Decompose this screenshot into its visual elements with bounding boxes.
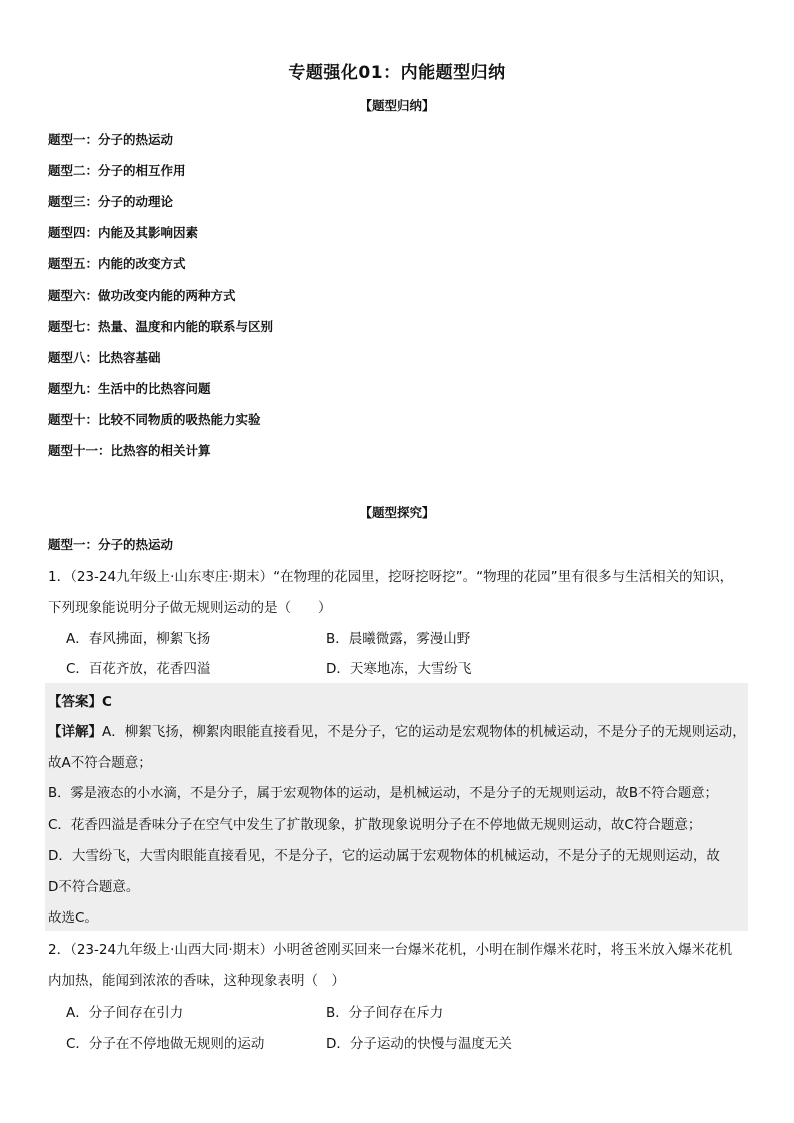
toc-item: 题型六：做功改变内能的两种方式 [48, 288, 236, 303]
toc-item: 题型一：分子的热运动 [48, 132, 174, 147]
section-title: 题型一：分子的热运动 [48, 537, 174, 552]
detail-label: 【详解】 [48, 724, 102, 740]
summary-heading: 【题型归纳】 [359, 98, 435, 113]
question-1-stem-line2: 下列现象能说明分子做无规则运动的是（ ） [48, 600, 332, 616]
detail-line: D．大雪纷飞，大雪肉眼能直接看见，不是分子，它的运动属于宏观物体的机械运动，不是分子的无规则运动，故 [48, 848, 720, 864]
question-2-option-d: D．分子运动的快慢与温度无关 [326, 1036, 512, 1052]
toc-item: 题型三：分子的动理论 [48, 194, 174, 209]
toc-item: 题型二：分子的相互作用 [48, 163, 186, 178]
detail-line [48, 720, 746, 740]
detail-text: A．柳絮飞扬，柳絮肉眼能直接看见，不是分子，它的运动是宏观物体的机械运动，不是分子的无规则运动， [102, 724, 746, 740]
detail-line: 故选C。 [48, 910, 98, 926]
toc-item: 题型五：内能的改变方式 [48, 256, 186, 271]
detail-line: D不符合题意。 [48, 879, 140, 895]
toc-item: 题型七：热量、温度和内能的联系与区别 [48, 319, 274, 334]
question-1-option-b: B．晨曦微露，雾漫山野 [326, 631, 471, 647]
question-2-option-c: C．分子在不停地做无规则的运动 [66, 1036, 265, 1052]
question-2-option-b: B．分子间存在斥力 [326, 1005, 444, 1021]
detail-line: C．花香四溢是香味分子在空气中发生了扩散现象，扩散现象说明分子在不停地做无规则运动，故C符合题意； [48, 817, 702, 833]
question-1-stem-line1: 1．（23-24九年级上·山东枣庄·期末）“在物理的花园里，挖呀挖呀挖”。“物理的花园”里有很多与生活相关的知识， [48, 569, 734, 585]
question-2-option-a: A．分子间存在引力 [66, 1005, 184, 1021]
toc-item: 题型四：内能及其影响因素 [48, 225, 199, 240]
toc-item: 题型八：比热容基础 [48, 350, 161, 365]
detail-line: 故A不符合题意； [48, 755, 152, 771]
answer-label: 【答案】C [48, 694, 112, 710]
toc-item: 题型十一：比热容的相关计算 [48, 443, 211, 458]
detail-line: B．雾是液态的小水滴，不是分子，属于宏观物体的运动，是机械运动，不是分子的无规则运动，故B不符合题意； [48, 786, 718, 801]
question-2-stem-line2: 内加热，能闻到浓浓的香味，这种现象表明（ ） [48, 973, 345, 989]
toc-item: 题型九：生活中的比热容问题 [48, 381, 211, 396]
explore-heading: 【题型探究】 [359, 505, 435, 520]
question-1-option-d: D．天寒地冻，大雪纷飞 [326, 661, 472, 677]
toc-item: 题型十：比较不同物质的吸热能力实验 [48, 412, 261, 427]
question-2-stem-line1: 2．（23-24九年级上·山西大同·期末）小明爸爸刚买回来一台爆米花机，小明在制作爆米花时，将玉米放入爆米花机 [48, 942, 733, 958]
document-title: 专题强化01：内能题型归纳 [288, 63, 506, 83]
question-1-option-a: A．春风拂面，柳絮飞扬 [66, 631, 211, 647]
question-1-option-c: C．百花齐放，花香四溢 [66, 661, 211, 677]
